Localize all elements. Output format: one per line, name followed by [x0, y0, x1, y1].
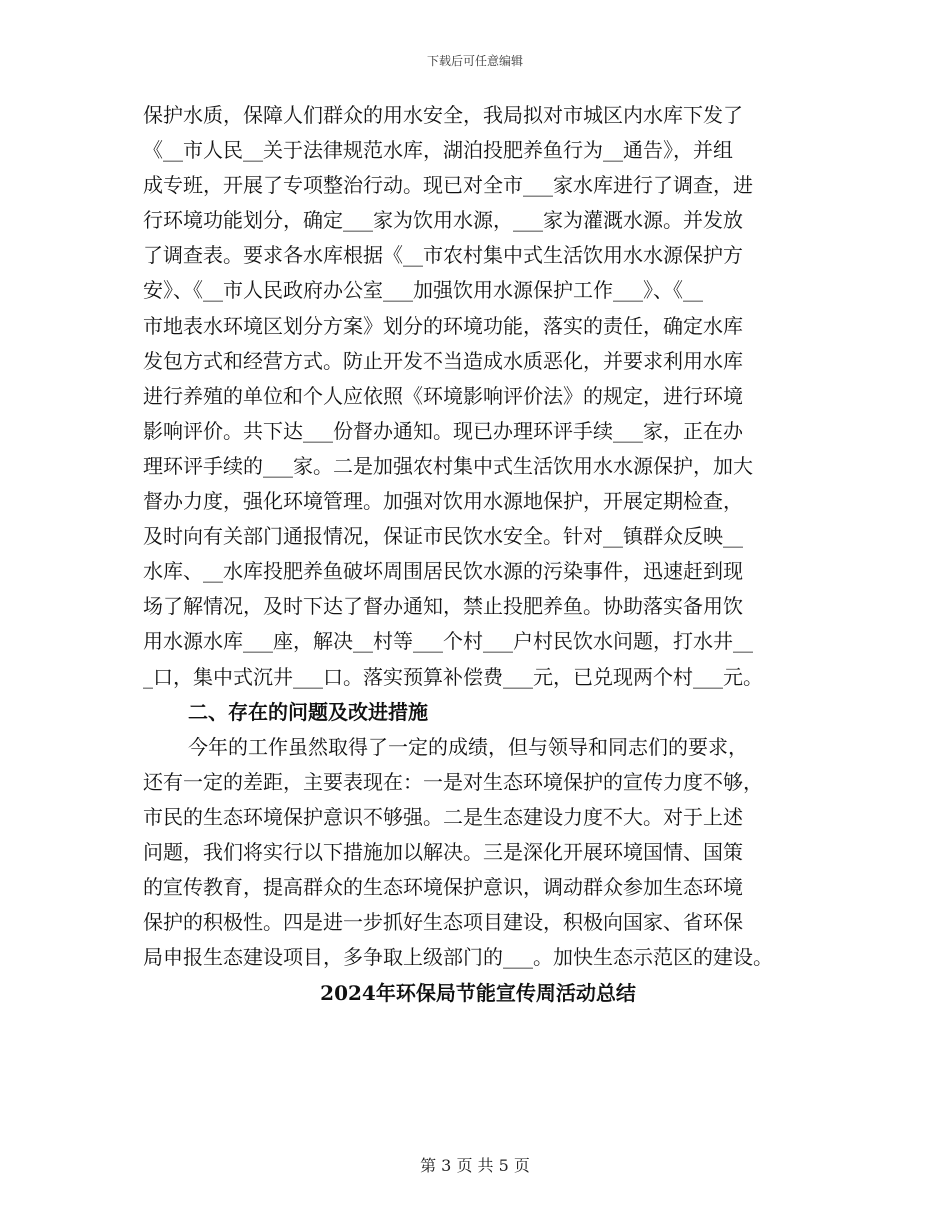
text-line: 问题，我们将实行以下措施加以解决。三是深化开展环境国情、国策	[143, 839, 743, 864]
section-heading-problems: 二、存在的问题及改进措施	[188, 699, 428, 724]
text-line: 《__市人民__关于法律规范水库，湖泊投肥养鱼行为__通告》，并组	[143, 138, 733, 163]
paragraph-problems-measures	[143, 730, 813, 976]
text-line: 安》、《__市人民政府办公室___加强饮用水源保护工作___》、《__	[143, 278, 703, 303]
text-line: 市地表水环境区划分方案》划分的环境功能，落实的责任，确定水库	[143, 313, 743, 338]
text-line: 水库、__水库投肥养鱼破坏周围居民饮水源的污染事件，迅速赶到现	[143, 559, 743, 584]
paragraph-water-source-protection	[143, 98, 813, 695]
text-line: 市民的生态环境保护意识不够强。二是生态建设力度不大。对于上述	[143, 804, 743, 829]
text-line: _口，集中式沉井___口。落实预算补偿费___元，已兑现两个村___元。	[143, 664, 763, 689]
text-line: 今年的工作虽然取得了一定的成绩，但与领导和同志们的要求，	[188, 734, 748, 759]
page-header-note: 下载后可任意编辑	[426, 54, 523, 68]
text-line: 发包方式和经营方式。防止开发不当造成水质恶化，并要求利用水库	[143, 348, 743, 373]
text-line: 督办力度，强化环境管理。加强对饮用水源地保护，开展定期检查，	[143, 489, 743, 514]
text-line: 影响评价。共下达___份督办通知。现已办理环评手续___家，正在办	[143, 418, 743, 443]
text-line: 保护水质，保障人们群众的用水安全，我局拟对市城区内水库下发了	[143, 103, 743, 127]
text-line: 理环评手续的___家。二是加强农村集中式生活饮用水水源保护，加大	[143, 453, 753, 478]
text-line: 保护的积极性。四是进一步抓好生态项目建设，积极向国家、省环保	[143, 910, 743, 935]
text-line: 及时向有关部门通报情况，保证市民饮水安全。针对__镇群众反映__	[143, 524, 743, 549]
text-line: 场了解情况，及时下达了督办通知，禁止投肥养鱼。协助落实备用饮	[143, 594, 743, 619]
text-line: 进行养殖的单位和个人应依照《环境影响评价法》的规定，进行环境	[143, 383, 743, 408]
document-body	[143, 98, 813, 1011]
text-line: 的宣传教育，提高群众的生态环境保护意识，调动群众参加生态环境	[143, 875, 743, 900]
text-line: 用水源水库___座，解决__村等___个村___户村民饮水问题，打水井__	[143, 629, 753, 654]
text-line: 了调查表。要求各水库根据《__市农村集中式生活饮用水水源保护方	[143, 243, 743, 268]
document-title: 2024年环保局节能宣传周活动总结	[320, 981, 636, 1006]
text-line: 还有一定的差距，主要表现在：一是对生态环境保护的宣传力度不够，	[143, 769, 763, 794]
text-line: 局申报生态建设项目，多争取上级部门的___。加快生态示范区的建设。	[143, 945, 773, 970]
page-number: 第 3 页 共 5 页	[420, 1156, 530, 1175]
text-line: 成专班，开展了专项整治行动。现已对全市___家水库进行了调查，进	[143, 173, 753, 198]
text-line: 行环境功能划分，确定___家为饮用水源，___家为灌溉水源。并发放	[143, 208, 743, 233]
